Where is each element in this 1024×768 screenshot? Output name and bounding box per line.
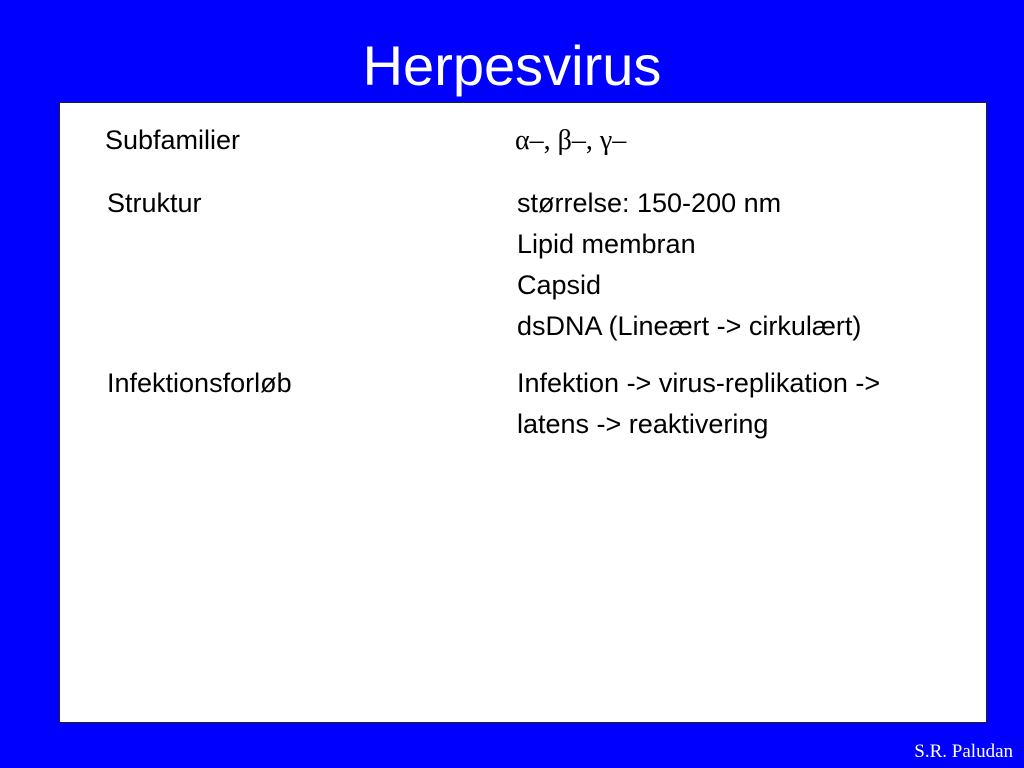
row-label-subfamilier: Subfamilier [105, 125, 241, 155]
row-value-subfamilier: α–, β–, γ– [515, 125, 627, 156]
infektion-line-2: latens -> reaktivering [517, 409, 769, 439]
struktur-line-capsid: Capsid [517, 270, 602, 300]
slide-title: Herpesvirus [362, 34, 662, 97]
footer-credit: S.R. Paludan [914, 741, 1013, 762]
row-label-infektionsforlob: Infektionsforløb [107, 368, 292, 398]
infektion-line-1: Infektion -> virus-replikation -> [517, 368, 881, 398]
row-value-struktur [517, 183, 861, 347]
row-value-infektionsforlob [517, 363, 880, 445]
content-panel [59, 102, 987, 723]
struktur-line-dsdna: dsDNA (Lineært -> cirkulært) [517, 311, 862, 341]
struktur-line-size: størrelse: 150-200 nm [517, 188, 782, 218]
struktur-line-lipid: Lipid membran [517, 229, 696, 259]
row-label-struktur: Struktur [107, 188, 202, 218]
